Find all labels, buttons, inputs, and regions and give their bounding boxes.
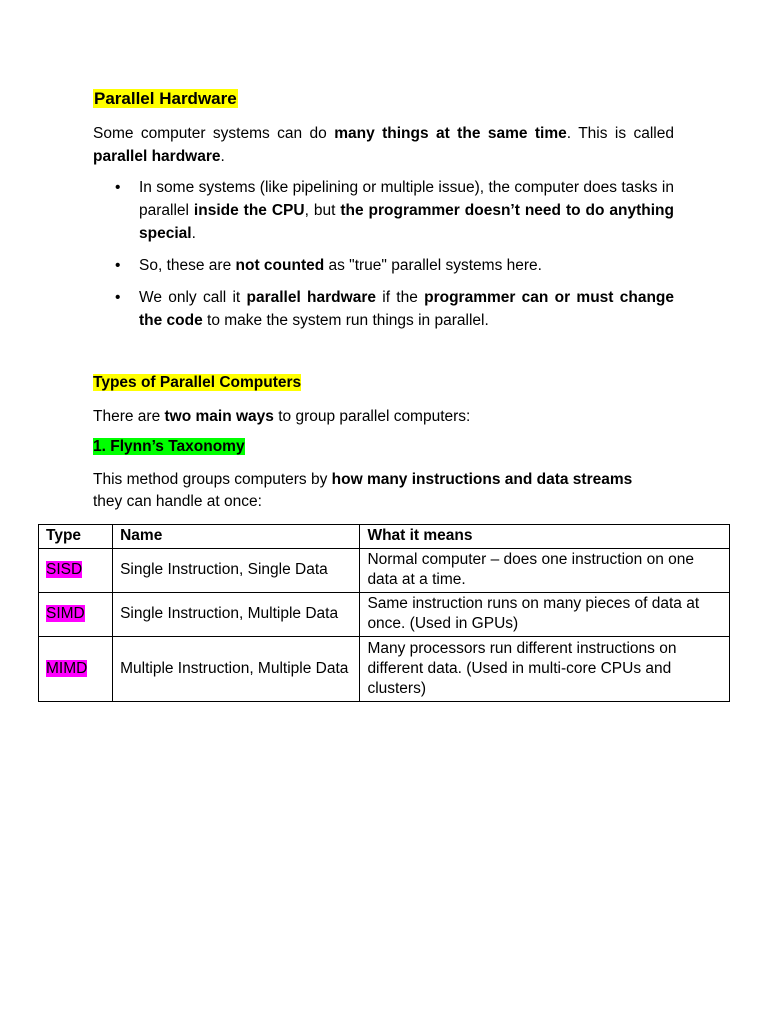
list-item: • In some systems (like pipelining or multiple issue), the computer does tasks in parallel inside the CPU, but the programmer doesn’t need to do anything special. — [93, 176, 674, 245]
table-row — [39, 549, 730, 593]
cell-meaning: Same instruction runs on many pieces of data at once. (Used in GPUs) — [360, 593, 730, 637]
list-item: • So, these are not counted as "true" parallel systems here. — [93, 254, 674, 277]
header-name: Name — [113, 525, 360, 549]
subtitle-flynn: 1. Flynn’s Taxonomy — [93, 438, 245, 455]
ways-paragraph: There are two main ways to group parallel computers: — [93, 408, 471, 425]
cell-type: MIMD — [39, 637, 113, 702]
table-row — [39, 593, 730, 637]
section-title-types: Types of Parallel Computers — [93, 374, 302, 391]
section-title-parallel-hardware: Parallel Hardware — [94, 89, 237, 108]
cell-type: SISD — [39, 549, 113, 593]
cell-type: SIMD — [39, 593, 113, 637]
intro-paragraph: Some computer systems can do many things at the same time. This is called parallel hardware. — [93, 125, 674, 165]
bullet-icon: • — [115, 289, 121, 306]
cell-name: Single Instruction, Single Data — [113, 549, 360, 593]
header-type: Type — [39, 525, 113, 549]
table-row — [39, 637, 730, 702]
cell-meaning: Normal computer – does one instruction on one data at a time. — [360, 549, 730, 593]
flynn-table — [38, 524, 730, 702]
bullet-list — [93, 176, 674, 341]
method-paragraph: This method groups computers by how many instructions and data streams they can handle at once: — [93, 471, 633, 510]
bullet-icon: • — [115, 179, 121, 196]
header-meaning: What it means — [360, 525, 730, 549]
table-header-row — [39, 525, 730, 549]
cell-meaning: Many processors run different instructions on different data. (Used in multi-core CPUs and clusters) — [360, 637, 730, 702]
cell-name: Multiple Instruction, Multiple Data — [113, 637, 360, 702]
cell-name: Single Instruction, Multiple Data — [113, 593, 360, 637]
bullet-icon: • — [115, 257, 121, 274]
list-item: • We only call it parallel hardware if the programmer can or must change the code to make the system run things in parallel. — [93, 286, 674, 332]
